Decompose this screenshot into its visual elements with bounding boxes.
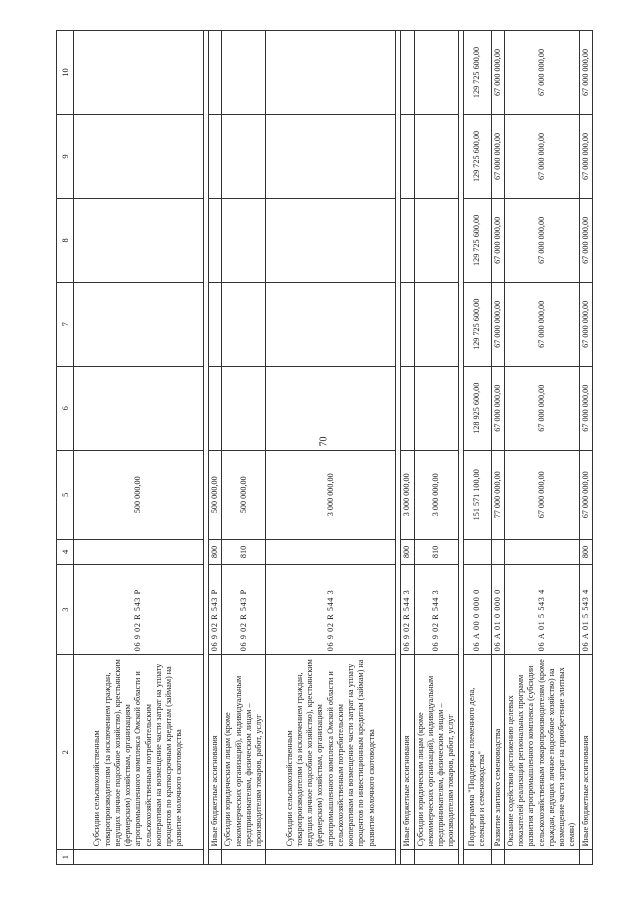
row-description: Подпрограмма "Поддержка племенного дела, селекции и семеноводства" [463,655,491,850]
row-number-cell [209,850,222,865]
row-number-cell [463,850,491,865]
row-amount-6: 128 925 600,00 [463,366,491,450]
row-amount-9 [209,114,222,198]
row-expense-type: 800 [209,539,222,564]
row-budget-code: 06 9 02 R 544 3 [266,565,396,655]
table-row [463,31,491,865]
row-amount-7: 67 000 000,00 [491,282,504,366]
row-description: Субсидии юридическим лицам (кроме некоммерческих организаций), индивидуальным предпринимателям, физическим лицам – производителям товаров, работ, услуг [414,655,458,850]
row-description: Субсидии юридическим лицам (кроме некоммерческих организаций), индивидуальным предпринимателям, физическим лицам – производителям товаров, работ, услуг [222,655,266,850]
row-amount-7: 129 725 600,00 [463,282,491,366]
row-amount-6: 67 000 000,00 [491,366,504,450]
row-budget-code: 06 9 02 R 544 3 [401,565,414,655]
row-number-cell [504,850,579,865]
row-amount-6 [209,366,222,450]
row-amount-7: 67 000 000,00 [579,282,592,366]
table-row [401,31,414,865]
header-row [57,31,74,865]
budget-table-container [56,30,590,865]
row-amount-8 [266,198,396,282]
row-amount-5: 500 000,00 [209,450,222,539]
table-row [266,31,396,865]
row-number-cell [222,850,266,865]
row-description: Иные бюджетные ассигнования [401,655,414,850]
row-amount-6: 67 000 000,00 [504,366,579,450]
row-amount-7 [209,282,222,366]
row-amount-7 [74,282,204,366]
row-budget-code: 06 А 01 0 000 0 [491,565,504,655]
row-amount-6: 67 000 000,00 [579,366,592,450]
row-amount-6 [74,366,204,450]
row-description: Оказание содействия достижению целевых показателей реализации региональных программ развития агропромышленного комплекса (субсидии сельскохозяйственным товаропроизводителям (кроме граждан, ведущих личное подсобное хозяйство) на возмещение части затрат на приобретение элитных семян) [504,655,579,850]
row-description: Иные бюджетные ассигнования [579,655,592,850]
row-amount-6 [401,366,414,450]
table-row [414,31,458,865]
row-amount-10 [266,31,396,115]
row-amount-9 [266,114,396,198]
row-amount-8 [222,198,266,282]
row-amount-9 [414,114,458,198]
row-amount-9 [74,114,204,198]
row-expense-type: 800 [401,539,414,564]
row-expense-type: 800 [579,539,592,564]
row-description: Субсидии сельскохозяйственным товаропроизводителям (за исключением граждан, ведущих личное подсобное хозяйство), крестьянским (фермерским) хозяйствам, организациям агропромышленного комплекса Омской области и сельскохозяйственным потребительским кооперативам на возмещение части затрат на уплату процентов по краткосрочным кредитам (займам) на развитие молочного скотоводства [74,655,204,850]
col-header-9: 9 [57,114,74,198]
row-amount-7 [414,282,458,366]
row-expense-type [504,539,579,564]
row-amount-7 [401,282,414,366]
row-description: Развитие элитного семеноводства [491,655,504,850]
row-amount-5: 3 000 000,00 [414,450,458,539]
row-amount-8 [209,198,222,282]
row-expense-type: 810 [222,539,266,564]
row-number-cell [414,850,458,865]
row-amount-5: 500 000,00 [74,450,204,539]
col-header-1: 1 [57,850,74,865]
row-amount-9: 67 000 000,00 [504,114,579,198]
row-amount-8 [401,198,414,282]
row-description: Субсидии сельскохозяйственным товаропроизводителям (за исключением граждан, ведущих личное подсобное хозяйство), крестьянским (фермерским) хозяйствам, организациям агропромышленного комплекса Омской области и сельскохозяйственным потребительским кооперативам на возмещение части затрат на уплату процентов по инвестиционным кредитам (займам) на развитие молочного скотоводства [266,655,396,850]
row-amount-6 [414,366,458,450]
row-amount-10 [222,31,266,115]
row-amount-5: 151 571 100,00 [463,450,491,539]
row-amount-8 [74,198,204,282]
row-amount-5: 500 000,00 [222,450,266,539]
row-budget-code: 06 9 02 R 543 P [222,565,266,655]
row-amount-9 [401,114,414,198]
row-budget-code: 06 А 01 5 543 4 [504,565,579,655]
row-amount-5: 77 000 000,00 [491,450,504,539]
row-number-cell [579,850,592,865]
row-amount-7: 67 000 000,00 [504,282,579,366]
row-amount-8: 129 725 600,00 [463,198,491,282]
col-header-4: 4 [57,539,74,564]
row-description: Иные бюджетные ассигнования [209,655,222,850]
row-amount-6 [266,366,396,450]
row-amount-10: 67 000 000,00 [579,31,592,115]
row-amount-7 [222,282,266,366]
col-header-2: 2 [57,655,74,850]
row-amount-5: 3 000 000,00 [401,450,414,539]
row-amount-10 [209,31,222,115]
row-amount-10: 67 000 000,00 [491,31,504,115]
row-amount-10 [401,31,414,115]
row-expense-type [266,539,396,564]
col-header-5: 5 [57,450,74,539]
row-amount-9 [222,114,266,198]
row-amount-10: 67 000 000,00 [504,31,579,115]
row-amount-8: 67 000 000,00 [504,198,579,282]
col-header-10: 10 [57,31,74,115]
table-row [209,31,222,865]
row-amount-8 [414,198,458,282]
row-amount-8: 67 000 000,00 [491,198,504,282]
table-row [504,31,579,865]
table-row [222,31,266,865]
row-budget-code: 06 А 01 5 543 4 [579,565,592,655]
row-amount-5: 67 000 000,00 [579,450,592,539]
col-header-8: 8 [57,198,74,282]
row-amount-10 [414,31,458,115]
col-header-7: 7 [57,282,74,366]
col-header-6: 6 [57,366,74,450]
row-number-cell [74,850,204,865]
row-amount-10 [74,31,204,115]
row-expense-type [491,539,504,564]
row-budget-code: 06 9 02 R 543 P [74,565,204,655]
row-number-cell [266,850,396,865]
budget-table [56,30,593,865]
page-number: 70 [318,436,330,447]
row-amount-9: 129 725 600,00 [463,114,491,198]
row-amount-8: 67 000 000,00 [579,198,592,282]
row-amount-7 [266,282,396,366]
row-expense-type: 810 [414,539,458,564]
row-number-cell [401,850,414,865]
row-number-cell [491,850,504,865]
row-expense-type [463,539,491,564]
row-budget-code: 06 А 00 0 000 0 [463,565,491,655]
row-amount-9: 67 000 000,00 [579,114,592,198]
col-header-3: 3 [57,565,74,655]
row-amount-9: 67 000 000,00 [491,114,504,198]
row-budget-code: 06 9 02 R 544 3 [414,565,458,655]
table-row [579,31,592,865]
table-row [491,31,504,865]
row-amount-5: 67 000 000,00 [504,450,579,539]
row-budget-code: 06 9 02 R 543 P [209,565,222,655]
row-expense-type [74,539,204,564]
row-amount-6 [222,366,266,450]
table-row [74,31,204,865]
row-amount-10: 129 725 600,00 [463,31,491,115]
row-amount-5: 3 000 000,00 [266,450,396,539]
